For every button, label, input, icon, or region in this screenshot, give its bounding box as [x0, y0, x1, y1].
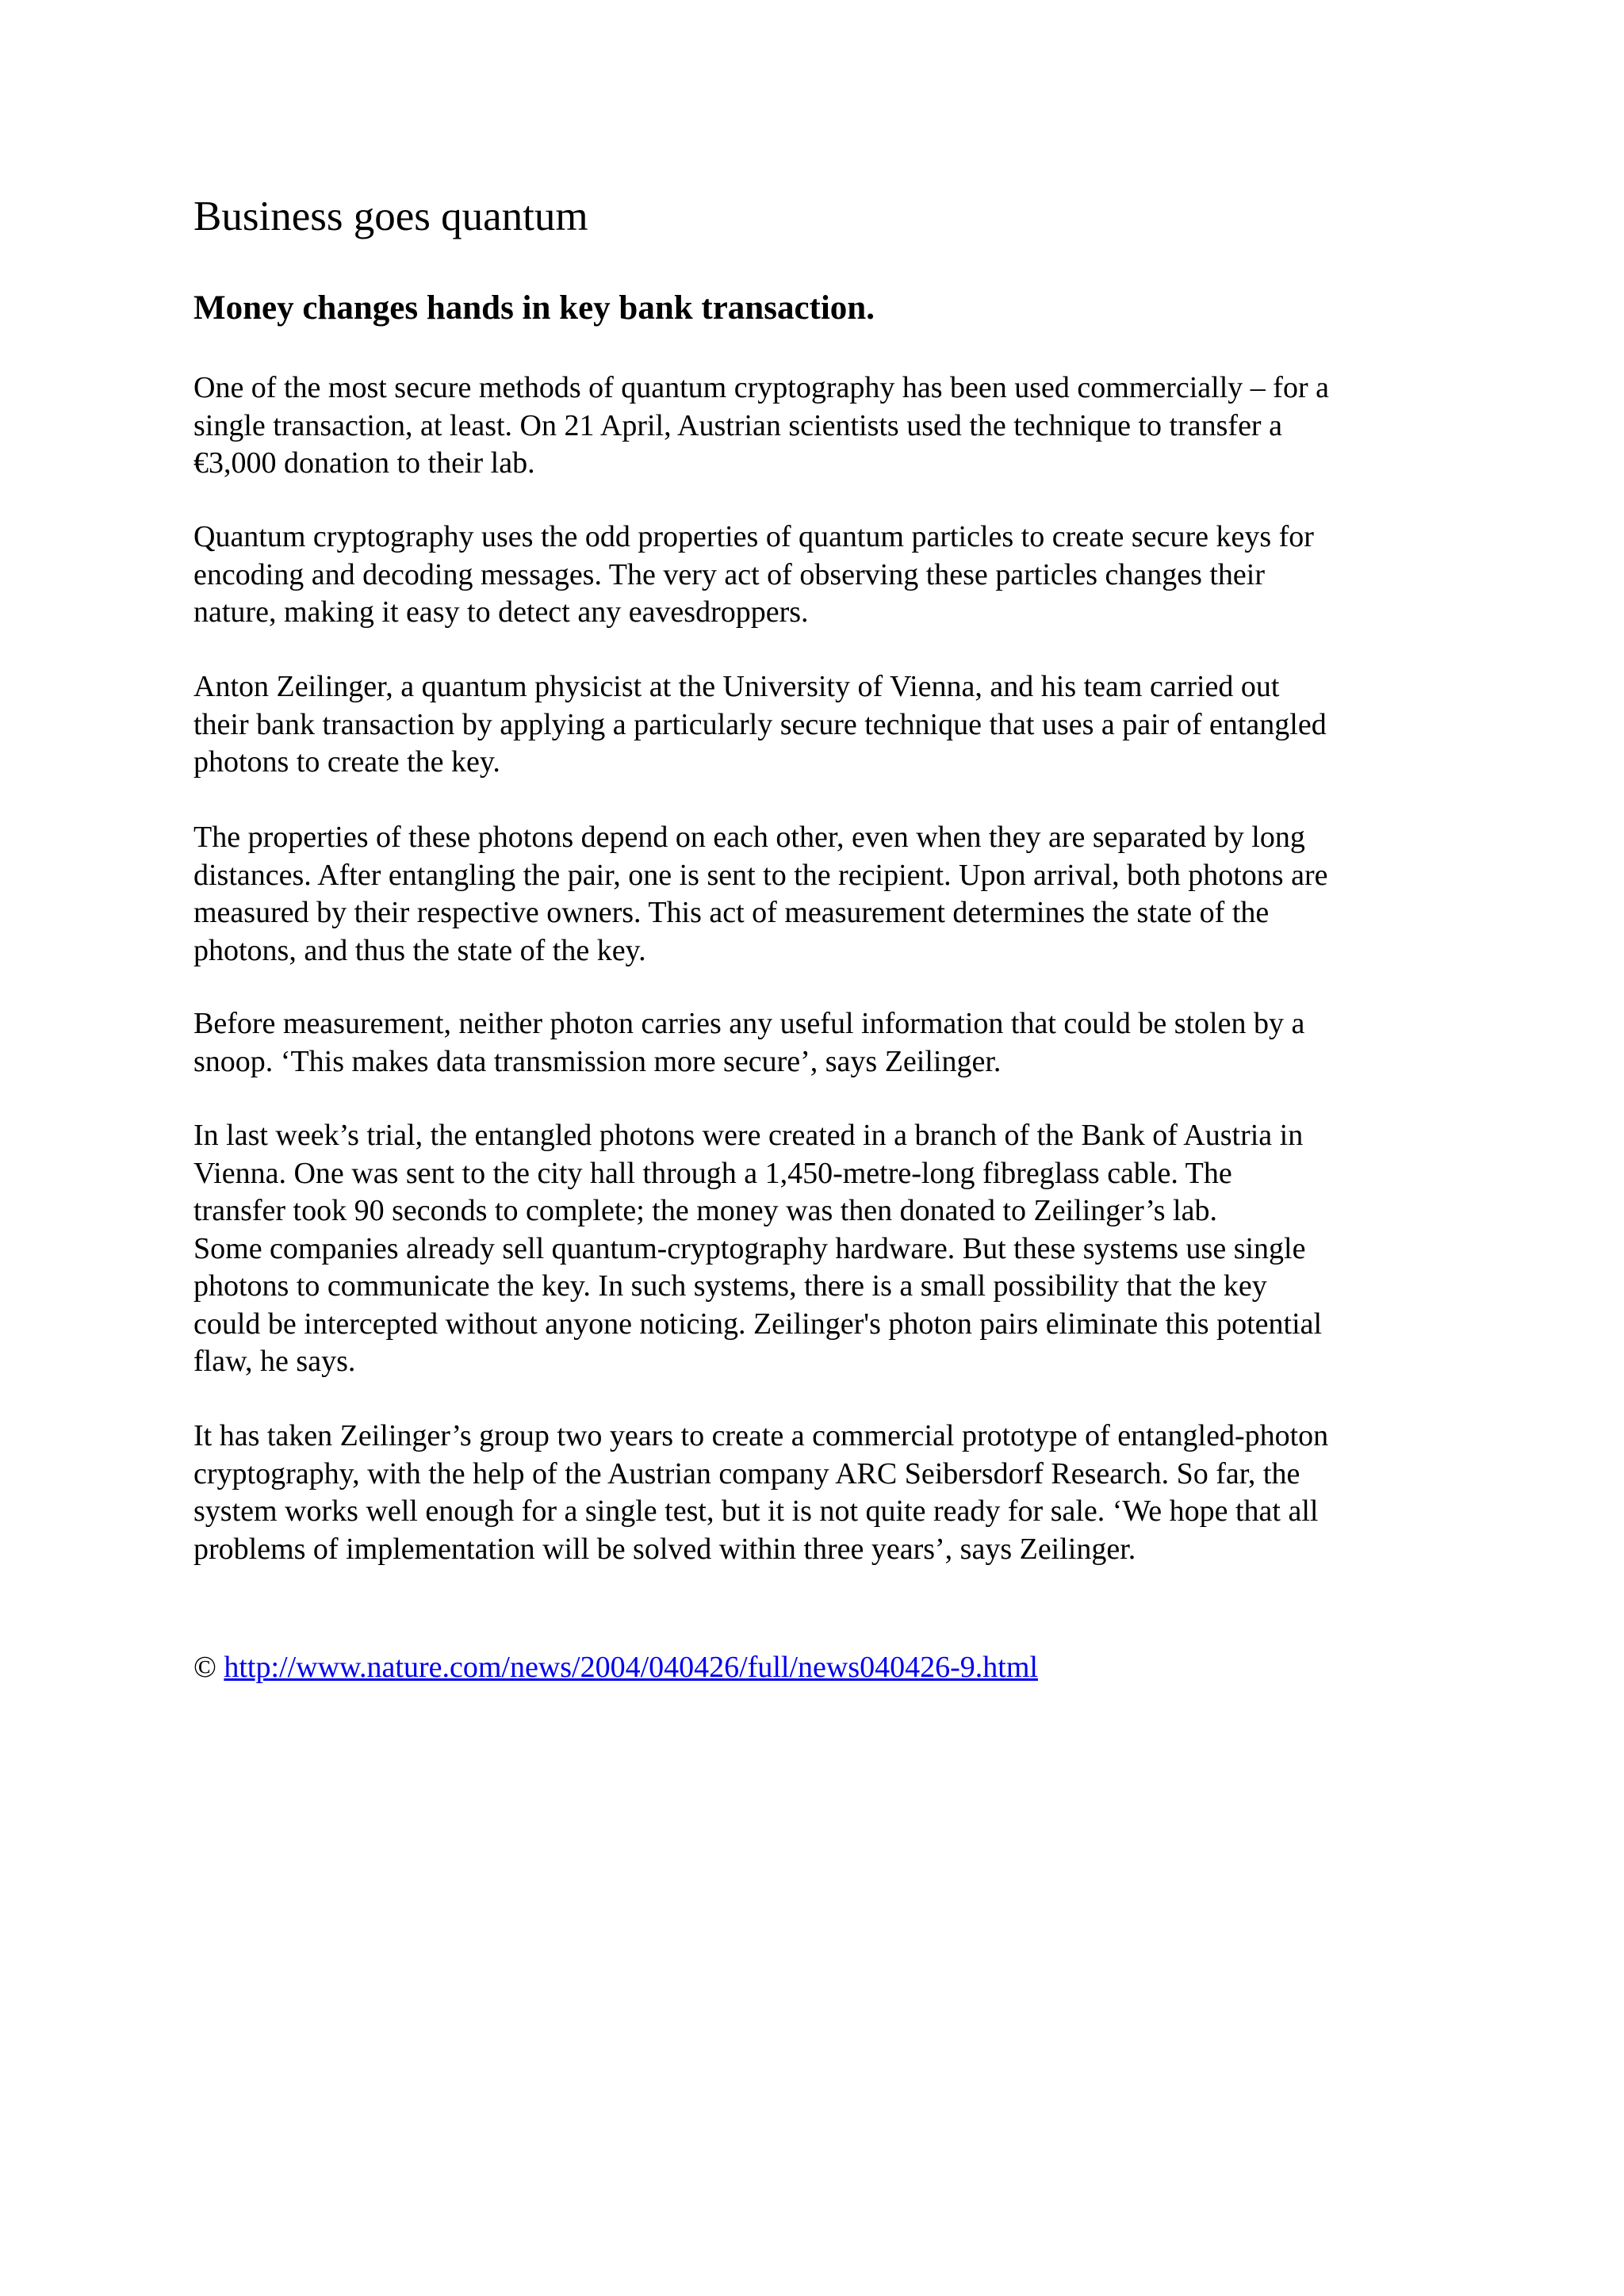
paragraph-measurement: [193, 1005, 1304, 1081]
text-line: Anton Zeilinger, a quantum physicist at the University of Vienna, and his team carried out: [193, 670, 1280, 703]
article-subtitle: Money changes hands in key bank transaction.: [193, 289, 875, 327]
text-line: €3,000 donation to their lab.: [193, 446, 535, 480]
text-line: problems of implementation will be solved within three years’, says Zeilinger.: [193, 1532, 1136, 1566]
paragraph-prototype: [193, 1418, 1328, 1568]
text-line: In last week’s trial, the entangled photons were created in a branch of the Bank of Austria in: [193, 1119, 1304, 1152]
text-line: photons, and thus the state of the key.: [193, 933, 646, 967]
article-title: Business goes quantum: [193, 193, 588, 239]
text-line: distances. After entangling the pair, one is sent to the recipient. Upon arrival, both photons are: [193, 858, 1328, 892]
paragraph-trial: [193, 1117, 1322, 1381]
text-line: cryptography, with the help of the Austrian company ARC Seibersdorf Research. So far, the: [193, 1456, 1300, 1490]
text-line: flaw, he says.: [193, 1345, 356, 1378]
text-line: could be intercepted without anyone noticing. Zeilinger's photon pairs eliminate this potential: [193, 1307, 1323, 1341]
paragraph-quantum-cryptography: [193, 519, 1314, 632]
text-line: Quantum cryptography uses the odd properties of quantum particles to create secure keys for: [193, 520, 1314, 553]
text-line: Vienna. One was sent to the city hall through a 1,450-metre-long fibreglass cable. The: [193, 1156, 1232, 1190]
text-line: encoding and decoding messages. The very act of observing these particles changes their: [193, 557, 1266, 591]
text-line: photons to create the key.: [193, 745, 500, 779]
text-line: photons to communicate the key. In such systems, there is a small possibility that the key: [193, 1269, 1267, 1303]
text-line: their bank transaction by applying a particularly secure technique that uses a pair of entangled: [193, 707, 1327, 741]
text-line: One of the most secure methods of quantum cryptography has been used commercially – for a: [193, 371, 1329, 404]
text-line: snoop. ‘This makes data transmission more secure’, says Zeilinger.: [193, 1044, 1002, 1078]
text-line: The properties of these photons depend on each other, even when they are separated by long: [193, 821, 1305, 854]
text-line: nature, making it easy to detect any eavesdroppers.: [193, 595, 809, 629]
paragraph-zeilinger-team: [193, 668, 1327, 782]
text-line: transfer took 90 seconds to complete; the money was then donated to Zeilinger’s lab.: [193, 1194, 1217, 1227]
text-line: measured by their respective owners. This act of measurement determines the state of the: [193, 896, 1270, 929]
copyright-symbol: ©: [193, 1651, 216, 1684]
text-line: single transaction, at least. On 21 April, Austrian scientists used the technique to transfer a: [193, 408, 1282, 442]
text-line: system works well enough for a single test, but it is not quite ready for sale. ‘We hope that all: [193, 1494, 1319, 1528]
source-citation: [193, 1649, 1038, 1687]
text-line: It has taken Zeilinger’s group two years to create a commercial prototype of entangled-photon: [193, 1419, 1329, 1452]
text-line: Before measurement, neither photon carries any useful information that could be stolen by a: [193, 1007, 1305, 1040]
paragraph-photon-properties: [193, 819, 1327, 970]
source-link[interactable]: http://www.nature.com/news/2004/040426/full/news040426-9.html: [224, 1651, 1038, 1684]
paragraph-intro: [193, 369, 1329, 483]
text-line: Some companies already sell quantum-cryptography hardware. But these systems use single: [193, 1231, 1306, 1265]
